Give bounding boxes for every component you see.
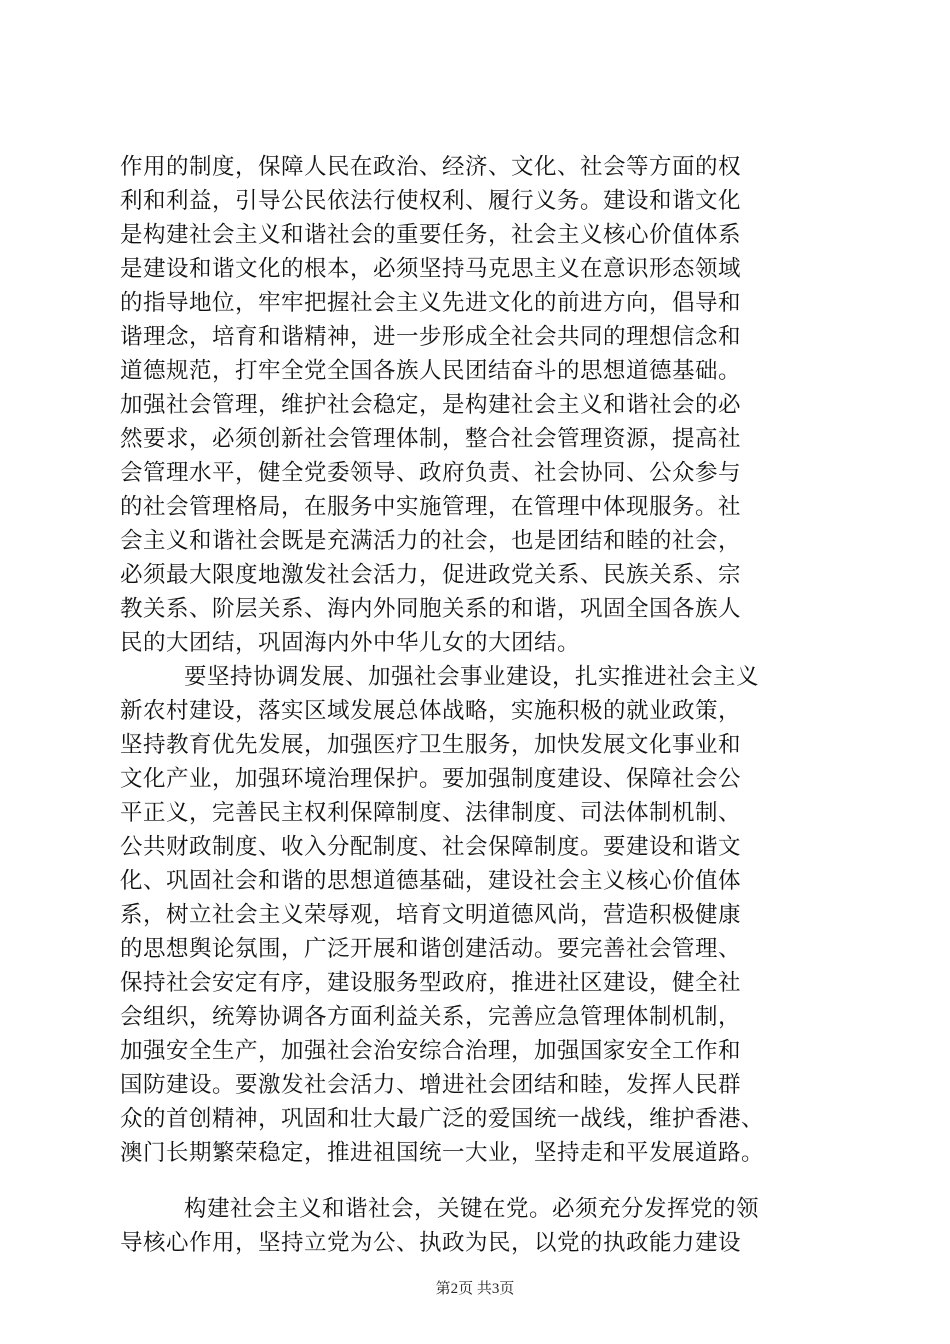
text-line: 作用的制度，保障人民在政治、经济、文化、社会等方面的权 <box>120 154 742 180</box>
text-line: 保持社会安定有序，建设服务型政府，推进社区建设，健全社 <box>120 970 742 996</box>
text-line: 国防建设。要激发社会活力、增进社会团结和睦，发挥人民群 <box>120 1072 742 1098</box>
text-line: 民的大团结，巩固海内外中华儿女的大团结。 <box>120 630 581 656</box>
text-line: 要坚持协调发展、加强社会事业建设，扎实推进社会主义 <box>184 664 760 690</box>
text-line: 澳门长期繁荣稳定，推进祖国统一大业，坚持走和平发展道路。 <box>120 1140 765 1166</box>
text-line: 的思想舆论氛围，广泛开展和谐创建活动。要完善社会管理、 <box>120 936 742 962</box>
text-line: 教关系、阶层关系、海内外同胞关系的和谐，巩固全国各族人 <box>120 596 742 622</box>
paragraph-2 <box>120 660 840 1170</box>
text-line: 谐理念，培育和谐精神，进一步形成全社会共同的理想信念和 <box>120 324 742 350</box>
text-line: 加强社会管理，维护社会稳定，是构建社会主义和谐社会的必 <box>120 392 742 418</box>
text-line: 是建设和谐文化的根本，必须坚持马克思主义在意识形态领域 <box>120 256 742 282</box>
text-line: 众的首创精神，巩固和壮大最广泛的爱国统一战线，维护香港、 <box>120 1106 765 1132</box>
paragraph-3 <box>120 1192 840 1260</box>
text-line: 化、巩固社会和谐的思想道德基础，建设社会主义核心价值体 <box>120 868 742 894</box>
text-line: 加强安全生产，加强社会治安综合治理，加强国家安全工作和 <box>120 1038 742 1064</box>
text-line: 然要求，必须创新社会管理体制，整合社会管理资源，提高社 <box>120 426 742 452</box>
text-line: 利和利益，引导公民依法行使权利、履行义务。建设和谐文化 <box>120 188 742 214</box>
text-line: 平正义，完善民主权利保障制度、法律制度、司法体制机制、 <box>120 800 742 826</box>
text-line: 是构建社会主义和谐社会的重要任务，社会主义核心价值体系 <box>120 222 742 248</box>
text-line: 系，树立社会主义荣辱观，培育文明道德风尚，营造积极健康 <box>120 902 742 928</box>
paragraph-1 <box>120 150 840 660</box>
paragraph-spacer <box>120 1170 840 1192</box>
text-line: 会组织，统筹协调各方面利益关系，完善应急管理体制机制， <box>120 1004 742 1030</box>
text-line: 的社会管理格局，在服务中实施管理，在管理中体现服务。社 <box>120 494 742 520</box>
text-line: 会管理水平，健全党委领导、政府负责、社会协同、公众参与 <box>120 460 742 486</box>
text-line: 导核心作用，坚持立党为公、执政为民，以党的执政能力建设 <box>120 1230 742 1256</box>
text-line: 构建社会主义和谐社会，关键在党。必须充分发挥党的领 <box>184 1196 760 1222</box>
text-line: 新农村建设，落实区域发展总体战略，实施积极的就业政策， <box>120 698 742 724</box>
document-body <box>120 150 840 1260</box>
text-line: 公共财政制度、收入分配制度、社会保障制度。要建设和谐文 <box>120 834 742 860</box>
text-line: 会主义和谐社会既是充满活力的社会，也是团结和睦的社会， <box>120 528 742 554</box>
text-line: 文化产业，加强环境治理保护。要加强制度建设、保障社会公 <box>120 766 742 792</box>
text-line: 的指导地位，牢牢把握社会主义先进文化的前进方向，倡导和 <box>120 290 742 316</box>
text-line: 坚持教育优先发展，加强医疗卫生服务，加快发展文化事业和 <box>120 732 742 758</box>
text-line: 必须最大限度地激发社会活力，促进政党关系、民族关系、宗 <box>120 562 742 588</box>
text-line: 道德规范，打牢全党全国各族人民团结奋斗的思想道德基础。 <box>120 358 742 384</box>
page-footer: 第2页 共3页 <box>435 1281 515 1297</box>
